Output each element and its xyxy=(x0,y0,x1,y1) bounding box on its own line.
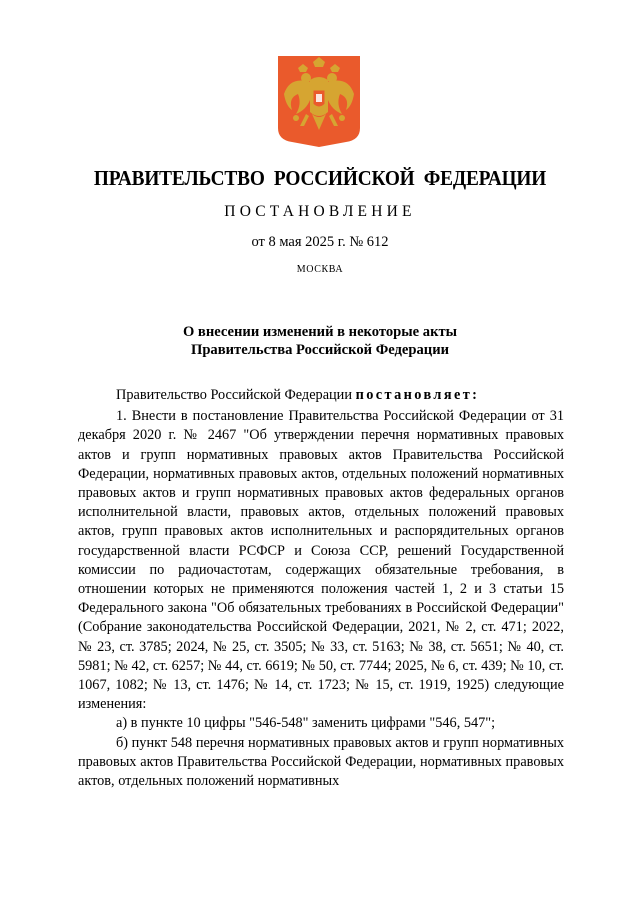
heading-line-2: Правительства Российской Федерации xyxy=(190,342,450,358)
paragraph-item-a: а) в пункте 10 цифры "546-548" заменить цифрами "546, 547"; xyxy=(116,715,496,732)
resolves-keyword: постановляет: xyxy=(355,387,480,403)
paragraph-item-b: б) пункт 548 перечня нормативных правовых актов и групп нормативных правовых актов Правительства Российской Федерации, нормативных правовых актов, отдельных положений нормативных xyxy=(78,734,564,790)
government-title: ПРАВИТЕЛЬСТВО РОССИЙСКОЙ ФЕДЕРАЦИИ xyxy=(93,166,547,190)
document-heading xyxy=(0,323,640,359)
coat-of-arms-emblem xyxy=(276,54,362,148)
document-body xyxy=(78,386,564,791)
paragraph-item-1: 1. Внести в постановление Правительства Российской Федерации от 31 декабря 2020 г. № 2467 "Об утверждении перечня нормативных правовых актов и групп нормативных правовых актов Правительства Российской Федерации, нормативных правовых актов, отдельных положений нормативных правовых актов и групп нормативных правовых актов федеральных органов исполнительной власти, правовых актов, отдельных положений правовых актов, групп правовых актов исполнительных и распорядительных органов государственной власти РСФСР и Союза ССР, решений Государственной комиссии по радиочастотам, содержащих обязательные требования, в отношении которых не применяются положения частей 1, 2 и 3 статьи 15 Федерального закона "Об обязательных требованиях в Российской Федерации" (Собрание законодательства Российской Федерации, 2021, № 2, ст. 471; 2022, № 23, ст. 3785; 2024, № 25, ст. 3505; № 33, ст. 5163; № 38, ст. 5651; № 40, ст. 5981; № 42, ст. 6257; № 44, ст. 6619; № 50, ст. 7744; 2025, № 6, ст. 439; № 10, ст. 1067, 1082; № 13, ст. 1476; № 14, ст. 1723; № 15, ст. 1919, 1925) следующие изменения: xyxy=(78,408,564,713)
intro-paragraph xyxy=(78,386,564,405)
double-headed-eagle-icon xyxy=(276,54,362,148)
document-date-number: от 8 мая 2025 г. № 612 xyxy=(251,234,389,250)
heading-line-1: О внесении изменений в некоторые акты xyxy=(182,324,458,340)
document-type: ПОСТАНОВЛЕНИЕ xyxy=(224,203,416,220)
intro-text: Правительство Российской Федерации xyxy=(116,387,356,403)
document-city: МОСКВА xyxy=(296,264,344,275)
